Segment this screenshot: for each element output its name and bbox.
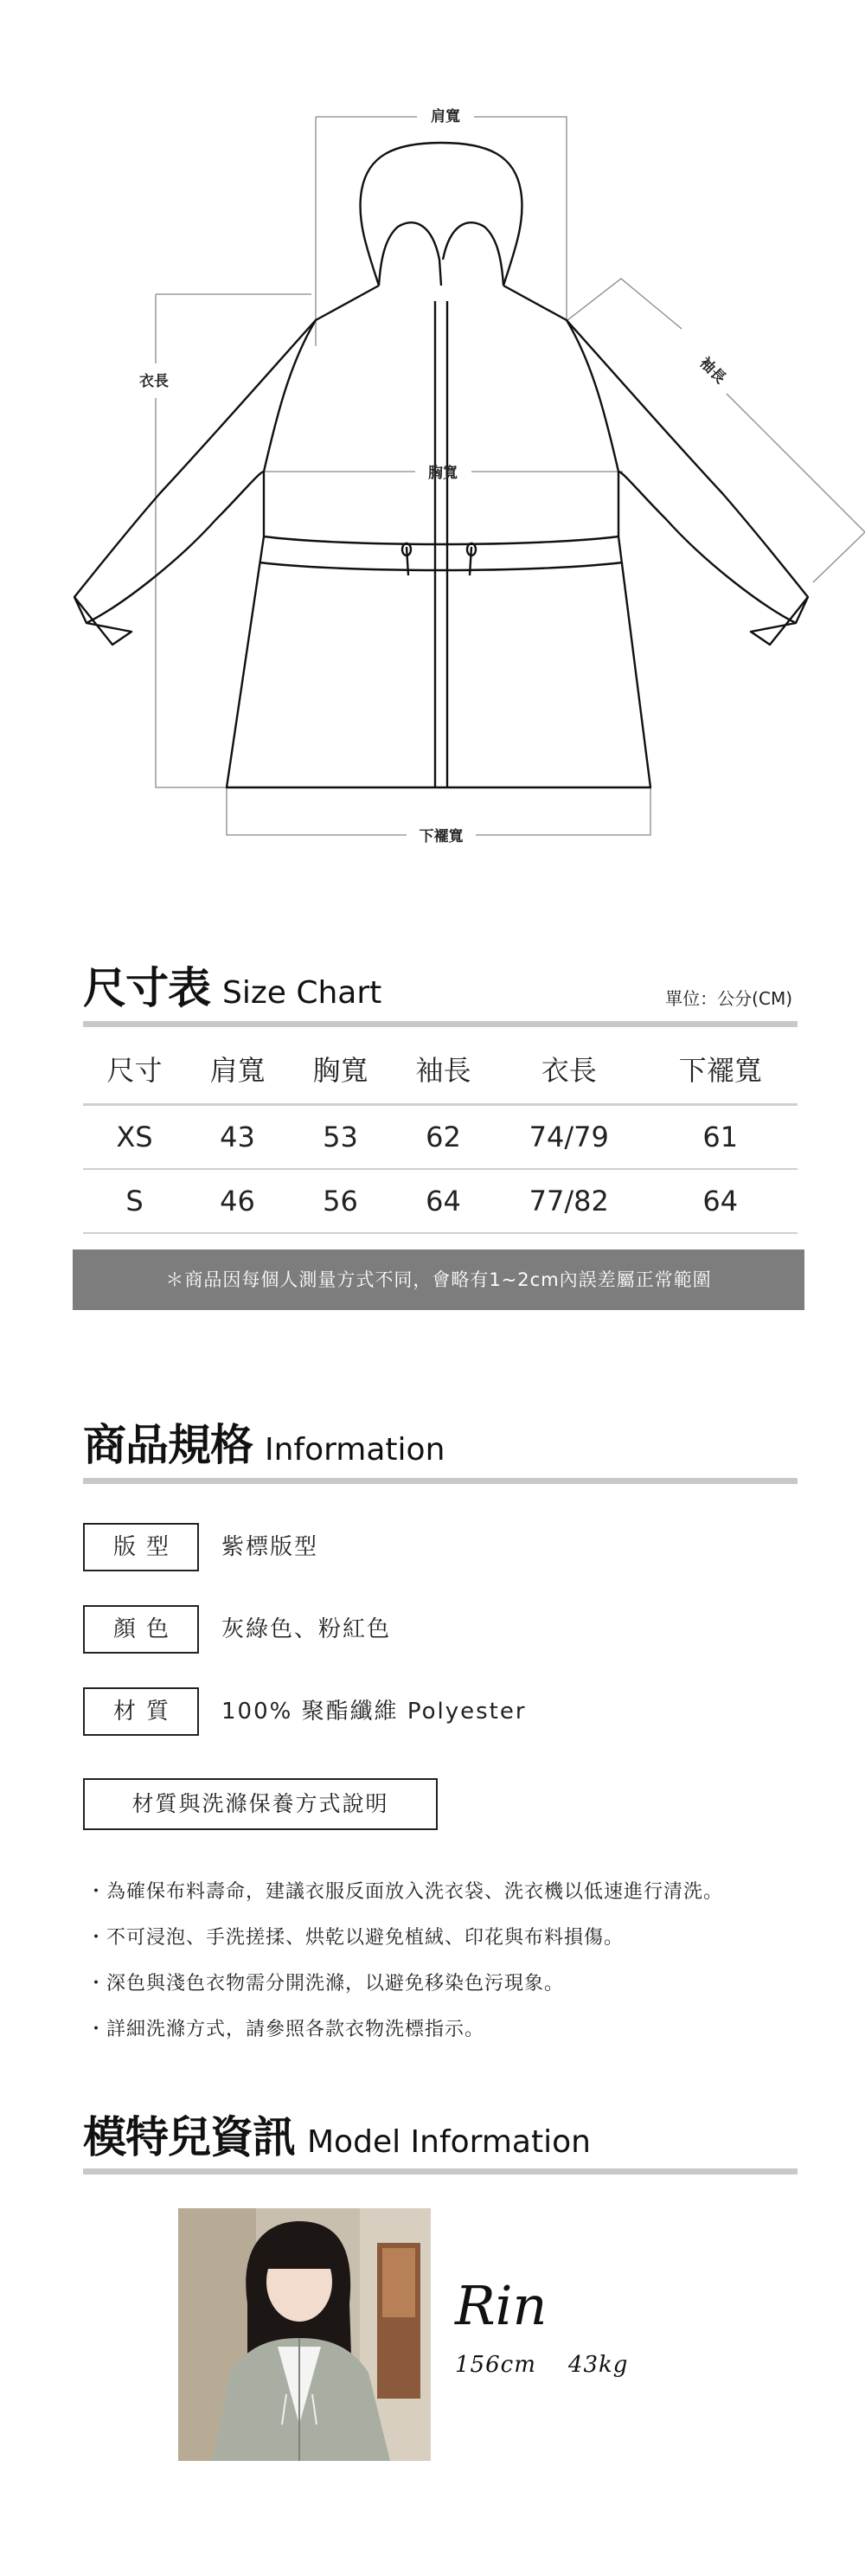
spec-label-color: 顏色 bbox=[83, 1605, 199, 1654]
header-cell: 胸寬 bbox=[289, 1034, 392, 1105]
spec-value-material: 100% 聚酯纖維 Polyester bbox=[221, 1699, 527, 1725]
shoulder-label: 肩寬 bbox=[431, 108, 460, 125]
model-height: 156cm bbox=[455, 2352, 536, 2378]
info-title-zh: 商品規格 bbox=[83, 1420, 253, 1470]
table-cell: 61 bbox=[643, 1105, 798, 1170]
table-cell: XS bbox=[83, 1105, 186, 1170]
list-item: ・為確保布料壽命，建議衣服反面放入洗衣袋、洗衣機以低速進行清洗。 bbox=[86, 1881, 724, 1903]
table-cell: 74/79 bbox=[495, 1105, 643, 1170]
sleeve-label: 袖長 bbox=[695, 354, 729, 388]
header-cell: 衣長 bbox=[495, 1034, 643, 1105]
spec-label-fit: 版型 bbox=[83, 1523, 199, 1571]
table-cell: 64 bbox=[392, 1169, 495, 1233]
spec-value-color: 灰綠色、粉紅色 bbox=[221, 1616, 392, 1642]
care-title: 材質與洗滌保養方式說明 bbox=[83, 1778, 438, 1830]
table-cell: 64 bbox=[643, 1169, 798, 1233]
size-table-header bbox=[83, 1034, 798, 1105]
list-item: ・不可浸泡、手洗搓揉、烘乾以避免植絨、印花與布料損傷。 bbox=[86, 1927, 625, 1949]
size-table bbox=[83, 1034, 798, 1234]
size-chart-rule bbox=[83, 1021, 798, 1027]
info-title-en: Information bbox=[265, 1432, 445, 1468]
table-cell: 53 bbox=[289, 1105, 392, 1170]
jacket-measurement-diagram bbox=[0, 0, 865, 874]
header-cell: 下襬寬 bbox=[643, 1034, 798, 1105]
length-label: 衣長 bbox=[139, 373, 169, 390]
measurement-note: ＊商品因每個人測量方式不同，會略有1~2cm內誤差屬正常範圍 bbox=[73, 1249, 804, 1310]
model-name: Rin bbox=[455, 2274, 548, 2337]
model-stats bbox=[455, 2352, 628, 2378]
table-cell: 77/82 bbox=[495, 1169, 643, 1233]
model-rule bbox=[83, 2168, 798, 2175]
header-cell: 尺寸 bbox=[83, 1034, 186, 1105]
info-title bbox=[83, 1410, 445, 1473]
table-cell: 46 bbox=[186, 1169, 289, 1233]
hem-label: 下襬寬 bbox=[419, 828, 464, 845]
table-cell: 56 bbox=[289, 1169, 392, 1233]
unit-label: 單位：公分(CM) bbox=[665, 988, 792, 1009]
model-title-en: Model Information bbox=[307, 2124, 591, 2160]
size-chart-title-en: Size Chart bbox=[222, 975, 382, 1011]
model-title bbox=[83, 2103, 591, 2165]
spec-label-material: 材質 bbox=[83, 1687, 199, 1736]
header-cell: 肩寬 bbox=[186, 1034, 289, 1105]
care-list bbox=[86, 1869, 723, 2052]
chest-label: 胸寬 bbox=[428, 465, 458, 482]
model-weight: 43kg bbox=[567, 2352, 629, 2378]
list-item: ・深色與淺色衣物需分開洗滌，以避免移染色污現象。 bbox=[86, 1973, 565, 1995]
spec-value-fit: 紫標版型 bbox=[221, 1534, 319, 1560]
table-row bbox=[83, 1169, 798, 1233]
model-title-zh: 模特兒資訊 bbox=[83, 2112, 295, 2162]
size-chart-title-zh: 尺寸表 bbox=[83, 963, 210, 1013]
header-cell: 袖長 bbox=[392, 1034, 495, 1105]
table-cell: 43 bbox=[186, 1105, 289, 1170]
size-chart-title bbox=[83, 954, 381, 1016]
table-cell: S bbox=[83, 1169, 186, 1233]
list-item: ・詳細洗滌方式，請參照各款衣物洗標指示。 bbox=[86, 2019, 485, 2040]
table-cell: 62 bbox=[392, 1105, 495, 1170]
table-row bbox=[83, 1105, 798, 1170]
info-rule bbox=[83, 1478, 798, 1484]
model-photo bbox=[178, 2208, 431, 2461]
